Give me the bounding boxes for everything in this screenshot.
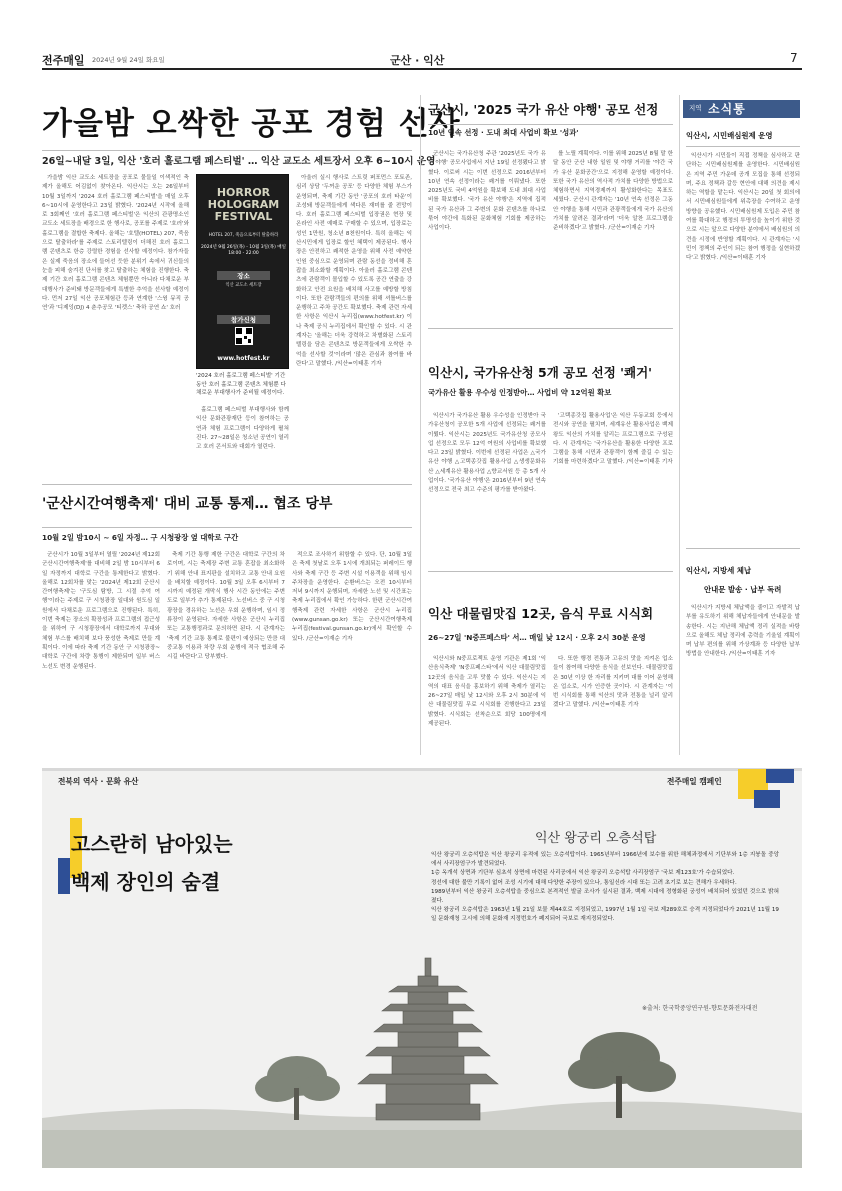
- sidebar-item2-body: 익산시가 지방세 체납액을 줄이고 자발적 납부를 유도하기 위해 체납자들에게 안내문을 발송한다. 시는 지난해 체납액 정리 실적을 바탕으로 올해도 체납 정리에 총력을 기울일 계획이며 납부 편의를 위해 가상계좌 등 다양한 납부 방법을 안내한다. /익산=이태훈 기자: [686, 605, 800, 658]
- story2-col2: 축제 기간 통행 제한 구간은 대학로 구간의 차로이며, 시는 축제장 주변 교통 혼잡을 최소화하기 위해 안내 표지판을 설치하고 교통 안내 요원을 배치할 예정이다. 10월 3일 오후 6시부터 7시까지 예정된 개막식 행사 시간 동안에는 주변 도로 일부가 추가 통제된다. 노선버스 중 구 시청광장을 경유하는 노선은 우회 운행하며, 임시 정류장이 운영된다. 자세한 사항은 군산시 누리집 또는 교통행정과로 문의하면 된다. 시 관계자는 '축제 기간 교통 통제로 불편이 예상되는 만큼 대중교통 이용과 차량 우회 운행에 적극 협조해 주시길 바란다'고 당부했다.: [167, 552, 285, 661]
- ad-slogan-line1: 고스란히 남아있는: [71, 832, 233, 856]
- story4-headline: 익산시, 국가유산청 5개 공모 선정 '쾌거': [428, 365, 652, 380]
- story2-headline: '군산시간여행축제' 대비 교통 통제… 협조 당부: [42, 496, 333, 512]
- ad-source: ※출처: 한국학중앙연구원-향토문화전자대전: [642, 1005, 758, 1012]
- ad-paragraph: 정선에 대한 불만 기록이 없어 조성 시기에 대해 다양한 주장이 있으나, 통일신라 시대 또는 고려 초기로 보는 견해가 우세하다.: [431, 879, 737, 886]
- ad-accent-blue: [766, 769, 794, 783]
- main-subheadline: 26일~내달 3일, 익산 '호러 홀로그램 페스티벌' … 익산 교도소 세트장서 오후 6~10시 운영: [42, 156, 436, 167]
- ad-heading: 익산 왕궁리 오층석탑: [535, 831, 657, 846]
- main-rule: [42, 150, 412, 151]
- qr-code-icon: [235, 327, 253, 345]
- sidebar-rule: [686, 548, 800, 549]
- sidebar-item1-body: 익산시가 시민들이 직접 정책을 심사하고 판단하는 시민배심원제를 운영한다. 시민배심원은 지역 주민 가운데 공개 모집을 통해 선정되며, 주요 정책과 갈등 현안에 대해 의견을 제시하는 역할을 맡는다. 익산시는 20일 첫 회의에서 시민배심원들에게 위촉장을 수여하고 운영 방향을 공유했다. 시민배심원제 도입은 주민 참여를 확대하고 행정의 투명성을 높이기 위한 것으로 시는 앞으로 다양한 분야에서 배심원의 의견을 시정에 반영할 계획이다. 시 관계자는 '시민이 정책의 주인이 되는 참여 행정을 실현하겠다'고 밝혔다. /익산=이태훈 기자: [686, 153, 800, 262]
- main-headline: 가을밤 오싹한 공포 경험 선사: [42, 106, 461, 142]
- festival-poster: [196, 174, 289, 369]
- column-divider: [420, 95, 421, 755]
- ad-accent-strip: [58, 858, 70, 894]
- main-story-col1: 가을밤 익산 교도소 세트장을 공포로 물들일 이색적인 축제가 올해도 어김없이 찾아온다. 익산시는 오는 26일부터 10월 3일까지 '2024 호러 홀로그램 페스티벌'을 매일 오후 6~10시에 운영한다고 23일 밝혔다. '2024년 시작에 올해로 3회째인 '호러 홀로그램 페스티벌'은 익산의 관광명소인 교도소 세트장을 배경으로 한 행사로, 공포를 주제로 '호러'와 홀로그램을 결합한 축제다. 올해는 '호텔(HOTEL) 207, 죽음으로 탈출하라'를 주제로 스토리텔링이 더해진 호러 홀로그램 콘텐츠로 한층 강렬한 경험을 선사할 예정이다. 참가자들은 실제 죽음의 장소에 들어선 듯한 분위기 속에서 귀신들의 눈을 피해 숨겨진 단서를 찾고 탈출하는 체험을 진행한다. 축제 기간 호러 홀로그램 콘텐츠 체험뿐만 아니라 다채로운 부대행사가 준비돼 방문객들에게 특별한 추억을 선사할 예정이다. 먼저 27일 익산 공포체험관 등과 연계한 '스윙 뮤직 공연'과 '디제잉(DJ) 4 춘추공모 '티켓스' 축하 공연 쇼' 호러: [42, 175, 189, 312]
- ad-paragraph: 1989년부터 익산 왕궁리 오층석탑을 중심으로 본격적인 발굴 조사가 실시된 결과, 백제 시대에 정형화된 궁성이 배치되어 있었던 것으로 밝혀졌다.: [431, 888, 779, 905]
- ad-slogan-line2: 백제 장인의 숨결: [71, 870, 221, 894]
- poster-theme: HOTEL 207, 죽음으로부터 탈출하라: [208, 233, 279, 238]
- main-story-col3: 아울러 실시 행사로 스트릿 퍼포먼스 포토존, 심리 상담 '두꺼운 공포' 등 다양한 체험 부스가 운영되며, 축제 기간 동안 '공포의 호러 타운'이 조성돼 방문객들에게 색다른 재미를 줄 전망이다. 호러 홀로그램 페스티벌 입장권은 현장 및 온라인 사전 예매로 구매할 수 있으며, 입장료는 성인 1만원, 청소년 8천원이다. 특히 올해는 익산시민에게 입장료 할인 혜택이 제공된다. 행사장은 안전하고 쾌적한 운영을 위해 사전 예약한 인원 중심으로 운영되며 관람 동선을 정비해 혼잡을 최소화할 계획이다. 아울러 홀로그램 콘텐츠에 관람객이 몰입할 수 있도록 공간 연출을 강화하고 안전 요원을 배치해 사고를 예방할 방침이다. 또한 관람객들의 편의를 위해 셔틀버스를 운행하고 주차 공간도 확보했다. 축제 관련 자세한 사항은 익산시 누리집(www.hotfest.kr) 이나 축제 공식 누리집에서 확인할 수 있다. 시 관계자는 '올해는 더욱 강력하고 차별화된 스토리텔링을 담은 콘텐츠로 방문객들에게 오싹한 추억을 선사할 것'이라며 '많은 관심과 참여를 바란다'고 말했다. /익산=이태훈 기자: [296, 175, 412, 367]
- sidebar-label-small: 지역: [689, 104, 702, 112]
- header-rule: [42, 68, 802, 70]
- ad-series-label: 전북의 역사 · 문화 유산: [58, 777, 139, 786]
- pagoda-photo: [42, 908, 802, 1168]
- sidebar-item2-title2: 안내문 발송 · 납부 독려: [704, 585, 782, 594]
- poster-caption: '2024 호러 홀로그램 페스티벌' 기간 동안 호러 홀로그램 콘텐츠 체험뿐 다채로운 부대행사가 준비될 예정이다.: [196, 373, 286, 396]
- story5-headline: 익산 대물림맛집 12곳, 음식 무료 시식회: [428, 606, 654, 621]
- publication-date: 2024년 9월 24일 화요일: [92, 56, 165, 64]
- story5-col2: 다. 또한 행경 전통과 고유의 맛을 지켜온 업소들이 참여해 다양한 음식을 선보인다. 대물림맛집은 30년 이상 한 자리를 지키며 대를 이어 운영해 온 업소로, 시가 인증한 곳이다. 시 관계자는 '이번 시식회를 통해 익산의 맛과 전통을 널리 알리겠다'고 말했다. /익산=이태훈 기자: [553, 656, 673, 709]
- sidebar-label: 소식통: [708, 102, 746, 116]
- ad-campaign-label: 전주매일 캠페인: [667, 777, 722, 786]
- story3-col1: 군산시는 국가유산청 주관 '2025년도 국가 유산 야행' 공모사업에서 지난 19일 선정됐다고 밝혔다. 이로써 시는 이번 선정으로 2016년부터 10년 연속 선정이라는 쾌거를 이뤄냈다. 또한 2025년도 국비 4억원을 확보해 도내 최대 사업비를 확보했다. '국가 유산 야행'은 지역에 집적된 국가 유산과 그 주변의 문화 콘텐츠를 하나로 묶어 야간에 특화된 문화체험 기회를 제공하는 사업이다.: [428, 151, 546, 232]
- story-divider: [428, 571, 673, 572]
- sidebar-rule: [686, 146, 800, 147]
- section-name: 군산 · 익산: [390, 54, 445, 67]
- story2-rule: [42, 527, 412, 528]
- story3-subheadline: 10년 연속 선정 · 도내 최대 사업비 확보 '성과': [428, 128, 579, 137]
- masthead: 전주매일: [42, 54, 85, 67]
- ad-top-bar: [42, 768, 802, 771]
- poster-url: www.hotfest.kr: [217, 355, 270, 362]
- story3-rule: [428, 124, 673, 125]
- column-divider: [679, 95, 680, 755]
- story2-col3: 적으로 조사하기 위함할 수 있다. 단, 10월 3일은 축제 첫날로 오후 1시에 개최되는 퍼레이드 행사와 축제 구간 등 주변 시설 이용객을 위해 임시 주차장을 운영한다. 순환버스는 오전 10시부터 저녁 9시까지 운행되며, 자세한 노선 및 시간표는 축제 누리집에서 확인 가능하다. 한편 군산시간여행축제 관련 자세한 사항은 군산시 누리집(www.gunsan.go.kr) 또는 군산시간여행축제 누리집(festival.gunsan.go.kr)에서 확인할 수 있다. /군산=이재순 기자: [292, 552, 412, 642]
- main-story-col2: 홀로그램 페스티벌 부대행사와 함께 익산 문화관광재단 등이 참여하는 공연과 체험 프로그램이 다양하게 펼쳐진다. 27~28일은 청소년 공연이 열리고 호러 콘서트와 대회가 열린다.: [196, 407, 289, 451]
- story2-subheadline: 10월 2일 밤10시 ~ 6일 자정… 구 시청광장 옆 대학로 구간: [42, 533, 239, 542]
- ad-body: [431, 851, 779, 925]
- story2-col1: 군산시가 10월 3일부터 열릴 '2024년 제12회 군산시간여행축제'를 대비해 2일 밤 10시부터 6일 자정까지 대학로 구간을 통제한다고 밝혔다. 올해로 12회차를 맞는 '2024년 제12회 군산시간여행축제'는 '구도심 탐방, 그 시절 추억 여행'이라는 주제로 구 시청광장 일대와 원도심 일원에서 다채로운 프로그램으로 진행된다. 특히, 이번 축제는 장소의 확장성과 프로그램의 접근성을 위하여 구 시청광장에서 대학로까지 무대와 체험 부스를 배치해 보다 풍성한 축제로 만들 계획이다. 이에 따라 축제 기간 동안 구 시청광장~대학로 구간에 차량 통행이 제한되며 일부 버스 노선도 변경 운행된다.: [42, 552, 160, 670]
- poster-date: 2024년 9월 26일(목) - 10월 3일(목) 매일 18:00 - 22:00: [201, 245, 286, 256]
- sidebar-item2-title: 익산시, 지방세 체납: [686, 566, 752, 575]
- story4-subheadline: 국가유산 활용 우수성 인정받아… 사업비 약 12억원 확보: [428, 388, 612, 397]
- story3-headline: 군산시, '2025 국가 유산 야행' 공모 선정: [428, 102, 659, 117]
- poster-title: HORROR HOLOGRAM FESTIVAL: [207, 186, 280, 223]
- poster-apply-label: 참가신청: [217, 315, 270, 324]
- poster-place: 익산 교도소 세트장: [225, 283, 262, 288]
- poster-place-label: 장소: [217, 271, 270, 280]
- story3-col2: 를 노릴 계획이다. 이를 위해 2025년 8월 말 한 달 동안 군산 내항 일원 및 야행 거리를 '야간 국가 유산 문화공간'으로 지정해 운영할 예정이다. 또한 국가 유산의 역사적 가치를 다양한 방법으로 체험하면서 지역경제까지 활성화한다는 목표도 세웠다. 군산시 관계자는 '10년 연속 선정은 그동안 야행을 통해 시민과 관광객들에게 국가 유산의 가치를 알려온 결과'라며 '더욱 알찬 프로그램을 준비하겠다'고 밝혔다. /군산=이재순 기자: [553, 151, 673, 232]
- ad-accent-blue: [754, 790, 780, 808]
- page-number: 7: [790, 51, 798, 65]
- story5-col1: 익산시와 N중프로젝트 운영 기관은 제1회 '익산음식축제' 'N중프페스타'에서 익산 대물림맛집 12곳의 음식을 고루 맛볼 수 있다. 익산시는 지역의 대표 음식을 홍보하기 위해 축제가 열리는 26~27일 매일 낮 12시와 오후 2시 30분에 익산 대물림맛집 무료 시식회를 진행한다고 23일 밝혔다. 시식회는 선착순으로 회당 100명에게 제공된다.: [428, 656, 546, 728]
- story-divider: [428, 328, 673, 329]
- story5-subheadline: 26~27일 'N중프페스타' 서… 매일 낮 12시 · 오후 2시 30분 운영: [428, 633, 646, 642]
- story-divider: [42, 484, 412, 485]
- ad-paragraph: 익산 왕궁리 오층석탑은 익산 왕궁리 유적에 있는 오층석탑이다. 1965년부터 1966년에 보수를 위한 해체과정에서 기단부와 1층 지붕돌 중앙에서 사리장엄구가 발견되었다.: [431, 852, 779, 868]
- sidebar-item1-title: 익산시, 시민배심원제 운영: [686, 131, 773, 140]
- ad-paragraph: 1층 옥개석 상면과 기단부 심초석 상면에 마련된 사리공에서 익산 왕궁리 오층석탑 사리장엄구 '국보 제123호'가 수습되었다.: [431, 870, 735, 877]
- story4-col2: '고택종갓집 활용사업'은 익산 두동교회 등에서 전시와 공연을 펼치며, 세계유산 활용사업은 백제왕도 익산의 가치를 알리는 프로그램으로 구성된다. 시 관계자는 '국가유산을 활용한 다양한 프로그램을 통해 시민과 관광객이 함께 즐길 수 있는 기회를 마련하겠다'고 말했다. /익산=이태훈 기자: [553, 413, 673, 466]
- story4-col1: 익산시가 국가유산 활용 우수성을 인정받아 국가유산청이 공모한 5개 사업에 선정되는 쾌거를 이뤘다. 익산시는 2025년도 국가유산청 공모사업 선정으로 모두 12억 여원의 사업비를 확보했다고 23일 밝혔다. 이번에 선정된 사업은 △국가유산 야행 △고택종갓집 활용사업 △생생문화유산 △세계유산 활용사업 △향교서원 등 총 5개 사업이다. '국가유산 야행'은 2016년부터 9년 연속 선정으로 전국 최고 수준의 평가를 받아왔다.: [428, 413, 546, 494]
- ad-paragraph: 익산 왕궁리 오층석탑은 1963년 1월 21일 보물 제44호로 지정되었고, 1997년 1월 1일 국보 제289호로 승격 지정되었다가 2021년 11월 19일 문화재청 고시에 의해 문화재 지정번호가 폐지되어 국보로 재지정되었다.: [431, 907, 779, 923]
